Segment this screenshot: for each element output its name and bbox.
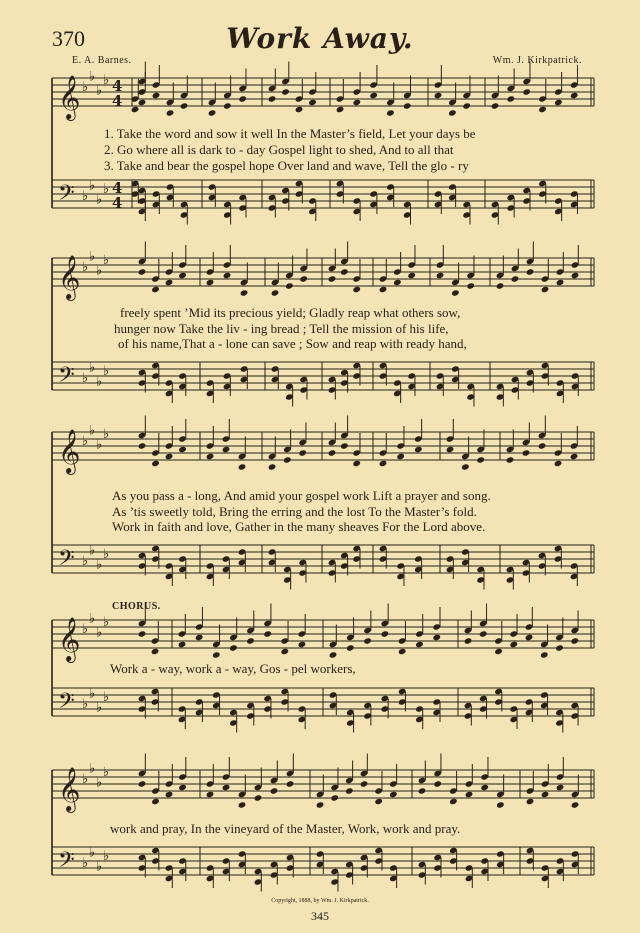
- note-head: [522, 88, 531, 95]
- note-head: [369, 92, 378, 99]
- note-head: [295, 106, 304, 113]
- note-head: [178, 784, 187, 791]
- note-head: [507, 95, 516, 102]
- note-head: [465, 791, 474, 798]
- treble-clef-icon: 𝄞: [58, 75, 81, 119]
- note-head: [403, 102, 412, 109]
- note-head: [222, 784, 231, 791]
- note-head: [398, 648, 407, 655]
- note-head: [178, 446, 187, 453]
- note-head: [353, 99, 362, 106]
- treble-clef-icon: 𝄞: [58, 767, 81, 811]
- time-signature: 4: [112, 194, 123, 212]
- note-head: [223, 272, 232, 279]
- note-head: [479, 630, 488, 637]
- note-head: [526, 798, 535, 805]
- flat-sign-icon: ♭: [96, 192, 103, 208]
- lyric-line: As ’tis sweetly told, Bring the erring and the lost To the Master’s fold.: [112, 504, 477, 519]
- flat-sign-icon: ♭: [103, 364, 110, 379]
- note-head: [254, 794, 263, 801]
- flat-sign-icon: ♭: [82, 189, 89, 204]
- note-head: [418, 787, 427, 794]
- flat-sign-icon: ♭: [103, 547, 110, 562]
- lyric-line: 3. Take and bear the gospel hope Over land and wave, Tell the glo - ry: [104, 158, 469, 173]
- flat-sign-icon: ♭: [82, 697, 89, 712]
- note-head: [541, 791, 550, 798]
- note-head: [238, 463, 247, 470]
- note-head: [151, 286, 160, 293]
- flat-sign-icon: ♭: [89, 845, 96, 861]
- note-head: [538, 442, 547, 449]
- page-footer-number: 345: [311, 909, 329, 923]
- composer: Wm. J. Kirkpatrick.: [492, 55, 582, 66]
- note-head: [570, 453, 579, 460]
- note-head: [206, 453, 215, 460]
- note-head: [328, 449, 337, 456]
- note-head: [246, 637, 255, 644]
- note-head: [346, 644, 355, 651]
- note-head: [554, 460, 563, 467]
- lyric-line: 2. Go where all is dark to - day Gospel light to shed, And to all that: [104, 142, 454, 157]
- flat-sign-icon: ♭: [82, 260, 89, 275]
- note-head: [223, 102, 232, 109]
- note-head: [195, 634, 204, 641]
- flat-sign-icon: ♭: [96, 83, 103, 99]
- note-head: [415, 641, 424, 648]
- note-head: [540, 651, 549, 658]
- note-head: [466, 282, 475, 289]
- time-signature: 4: [112, 179, 123, 197]
- flat-sign-icon: ♭: [89, 761, 96, 777]
- note-head: [263, 630, 272, 637]
- flat-sign-icon: ♭: [103, 182, 110, 197]
- bass-clef-icon: 𝄢: [58, 546, 75, 576]
- note-head: [511, 275, 520, 282]
- flat-sign-icon: ♭: [82, 554, 89, 569]
- note-head: [526, 268, 535, 275]
- note-head: [496, 801, 505, 808]
- treble-clef-icon: 𝄞: [58, 429, 81, 473]
- note-head: [379, 286, 388, 293]
- note-head: [280, 648, 289, 655]
- flat-sign-icon: ♭: [96, 437, 103, 453]
- note-head: [208, 109, 217, 116]
- treble-clef-icon: 𝄞: [58, 617, 81, 661]
- note-head: [340, 268, 349, 275]
- note-head: [451, 289, 460, 296]
- note-head: [538, 106, 547, 113]
- flat-sign-icon: ♭: [89, 69, 96, 85]
- flat-sign-icon: ♭: [103, 615, 110, 630]
- note-head: [374, 798, 383, 805]
- note-head: [570, 637, 579, 644]
- lyric-line: hunger now Take the liv - ing bread ; Tell the mission of his life,: [114, 321, 449, 336]
- lyric-line: of his name,That a - lone can save ; Sow and reap with ready hand,: [118, 336, 467, 351]
- note-head: [448, 109, 457, 116]
- note-head: [268, 95, 277, 102]
- note-head: [165, 279, 174, 286]
- note-head: [229, 644, 238, 651]
- flat-sign-icon: ♭: [96, 775, 103, 791]
- note-head: [165, 791, 174, 798]
- note-head: [541, 286, 550, 293]
- note-head: [506, 456, 515, 463]
- note-head: [433, 780, 442, 787]
- note-head: [571, 272, 580, 279]
- lyric-line: Work a - way, work a - way, Gos - pel workers,: [110, 661, 356, 676]
- hymn-title: Work Away.: [226, 22, 414, 55]
- flat-sign-icon: ♭: [103, 765, 110, 780]
- note-head: [165, 453, 174, 460]
- bass-clef-icon: 𝄢: [58, 363, 75, 393]
- flat-sign-icon: ♭: [103, 690, 110, 705]
- note-head: [138, 99, 147, 106]
- note-head: [555, 644, 564, 651]
- note-head: [352, 460, 361, 467]
- note-head: [360, 780, 369, 787]
- bass-clef-icon: 𝄢: [58, 689, 75, 719]
- note-head: [345, 787, 354, 794]
- flat-sign-icon: ♭: [89, 360, 96, 376]
- note-head: [525, 634, 534, 641]
- flat-sign-icon: ♭: [96, 859, 103, 875]
- flat-sign-icon: ♭: [82, 434, 89, 449]
- note-head: [152, 92, 161, 99]
- flat-sign-icon: ♭: [96, 700, 103, 716]
- lyric-line: work and pray, In the vineyard of the Master, Work, work and pray.: [110, 821, 461, 836]
- note-head: [432, 634, 441, 641]
- note-head: [379, 460, 388, 467]
- note-head: [238, 95, 247, 102]
- note-head: [363, 637, 372, 644]
- lyric-line: 1. Take the word and sow it well In the Master’s field, Let your days be: [104, 126, 476, 141]
- flat-sign-icon: ♭: [103, 253, 110, 268]
- note-head: [178, 272, 187, 279]
- flat-sign-icon: ♭: [89, 249, 96, 265]
- note-head: [316, 801, 325, 808]
- note-head: [414, 446, 423, 453]
- note-head: [138, 442, 147, 449]
- flat-sign-icon: ♭: [96, 374, 103, 390]
- flat-sign-icon: ♭: [82, 371, 89, 386]
- lyric-line: As you pass a - long, And amid your gospel work Lift a prayer and song.: [112, 488, 491, 503]
- note-head: [212, 651, 221, 658]
- note-head: [480, 784, 489, 791]
- note-head: [166, 109, 175, 116]
- note-head: [151, 798, 160, 805]
- flat-sign-icon: ♭: [96, 557, 103, 573]
- note-head: [268, 463, 277, 470]
- flat-sign-icon: ♭: [82, 80, 89, 95]
- note-head: [464, 637, 473, 644]
- note-head: [462, 102, 471, 109]
- note-head: [206, 791, 215, 798]
- flat-sign-icon: ♭: [89, 611, 96, 627]
- note-head: [407, 272, 416, 279]
- note-head: [461, 463, 470, 470]
- note-head: [298, 641, 307, 648]
- note-head: [281, 88, 290, 95]
- note-head: [570, 92, 579, 99]
- flat-sign-icon: ♭: [89, 543, 96, 559]
- flat-sign-icon: ♭: [103, 73, 110, 88]
- note-head: [556, 279, 565, 286]
- flat-sign-icon: ♭: [103, 849, 110, 864]
- note-head: [476, 456, 485, 463]
- note-head: [131, 106, 140, 113]
- note-head: [509, 641, 518, 648]
- flat-sign-icon: ♭: [89, 178, 96, 194]
- note-head: [270, 787, 279, 794]
- note-head: [436, 272, 445, 279]
- note-head: [329, 651, 338, 658]
- bass-clef-icon: 𝄢: [58, 181, 75, 211]
- note-head: [271, 289, 280, 296]
- note-head: [554, 99, 563, 106]
- note-head: [396, 453, 405, 460]
- note-head: [178, 641, 187, 648]
- note-head: [434, 92, 443, 99]
- hymn-number: 370: [52, 26, 85, 51]
- note-head: [138, 630, 147, 637]
- note-head: [449, 798, 458, 805]
- note-head: [328, 275, 337, 282]
- note-head: [238, 801, 247, 808]
- note-head: [285, 282, 294, 289]
- chorus-label: CHORUS.: [112, 601, 161, 612]
- flat-sign-icon: ♭: [82, 622, 89, 637]
- note-head: [556, 784, 565, 791]
- bass-clef-icon: 𝄢: [58, 848, 75, 878]
- note-head: [222, 446, 231, 453]
- note-head: [299, 275, 308, 282]
- lyric-line: Work in faith and love, Gather in the many sheaves For the Lord above.: [112, 519, 486, 534]
- flat-sign-icon: ♭: [96, 625, 103, 641]
- copyright-notice: Copyright, 1888, by Wm. J. Kirkpatrick.: [271, 898, 369, 904]
- lyricist: E. A. Barnes.: [72, 55, 132, 66]
- note-head: [496, 282, 505, 289]
- lyric-line: freely spent ’Mid its precious yield; Gladly reap what others sow,: [120, 305, 461, 320]
- note-head: [446, 446, 455, 453]
- note-head: [308, 99, 317, 106]
- note-head: [381, 630, 390, 637]
- note-head: [138, 780, 147, 787]
- flat-sign-icon: ♭: [89, 423, 96, 439]
- note-head: [352, 286, 361, 293]
- note-head: [330, 794, 339, 801]
- note-head: [180, 102, 189, 109]
- note-head: [340, 442, 349, 449]
- note-head: [571, 801, 580, 808]
- note-head: [283, 456, 292, 463]
- time-signature: 4: [112, 92, 123, 110]
- flat-sign-icon: ♭: [96, 263, 103, 279]
- note-head: [206, 279, 215, 286]
- note-head: [151, 460, 160, 467]
- note-head: [491, 102, 500, 109]
- note-head: [286, 780, 295, 787]
- note-head: [522, 449, 531, 456]
- flat-sign-icon: ♭: [82, 772, 89, 787]
- note-head: [240, 289, 249, 296]
- note-head: [138, 268, 147, 275]
- note-head: [151, 648, 160, 655]
- flat-sign-icon: ♭: [89, 686, 96, 702]
- note-head: [393, 279, 402, 286]
- flat-sign-icon: ♭: [82, 856, 89, 871]
- note-head: [494, 648, 503, 655]
- note-head: [336, 106, 345, 113]
- time-signature: 4: [112, 77, 123, 95]
- note-head: [386, 109, 395, 116]
- note-head: [389, 791, 398, 798]
- note-head: [298, 449, 307, 456]
- treble-clef-icon: 𝄞: [58, 255, 81, 299]
- flat-sign-icon: ♭: [103, 427, 110, 442]
